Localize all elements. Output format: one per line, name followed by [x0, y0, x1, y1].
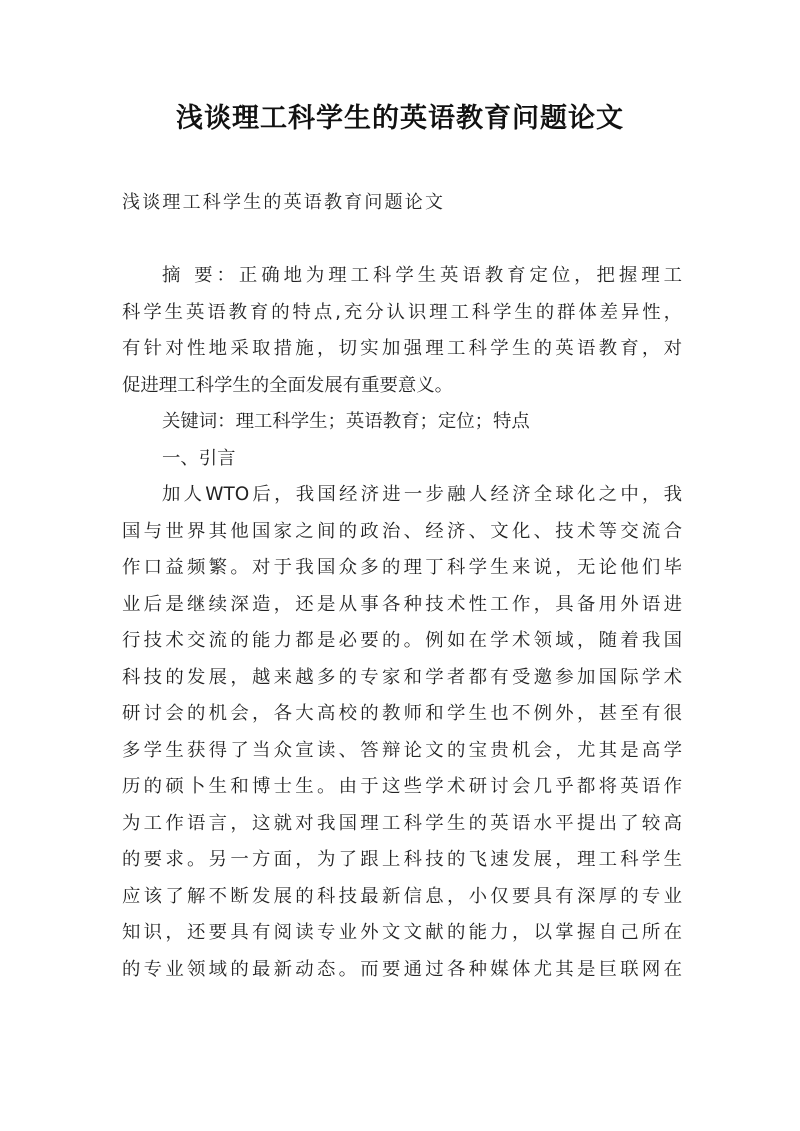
- paragraph-line: 应该了解不断发展的科技最新信息，小仅要具有深厚的专业: [122, 885, 682, 907]
- paragraph-line: 国与世界其他国家之间的政治、经济、文化、技术等交流合: [122, 520, 682, 542]
- paragraph-line: 加人WTO后，我国经济进一步融人经济全球化之中，我: [162, 484, 682, 505]
- abstract-line: 有针对性地采取措施，切实加强理工科学生的英语教育，对: [122, 338, 682, 359]
- section-heading: 一、引言: [162, 447, 236, 469]
- abstract-line: 科学生英语教育的特点,充分认识理工科学生的群体差异性，: [122, 301, 682, 323]
- document-body: [122, 258, 682, 988]
- paragraph-line: 业后是继续深造，还是从事各种技术性工作，具备用外语进: [122, 593, 682, 615]
- paragraph-line: 多学生获得了当众宣读、答辩论文的宝贵机会，尤其是高学: [122, 739, 682, 761]
- paragraph-line: 的专业领域的最新动态。而要通过各种媒体尤其是巨联网在: [122, 958, 682, 980]
- document-subtitle: 浅谈理工科学生的英语教育问题论文: [122, 192, 446, 213]
- paragraph-line: 历的硕卜生和博士生。由于这些学术研讨会几乎都将英语作: [122, 776, 682, 797]
- paragraph-line: 研讨会的机会，各大高校的教师和学生也不例外，甚至有很: [122, 703, 682, 724]
- paragraph-line: 科技的发展，越来越多的专家和学者都有受邀参加国际学术: [122, 666, 682, 688]
- document-title: 浅谈理工科学生的英语教育问题论文: [176, 103, 624, 134]
- paragraph-line: 知识，还要具有阅读专业外文文献的能力，以掌握自己所在: [122, 922, 682, 943]
- abstract-line: 摘 要：正确地为理工科学生英语教育定位，把握理工: [162, 265, 682, 286]
- abstract-line: 促进理工科学生的全面发展有重要意义。: [122, 374, 454, 396]
- paragraph-line: 作口益频繁。对于我国众多的理丁科学生来说，无论他们毕: [122, 557, 682, 578]
- paragraph-line: 为工作语言，这就对我国理工科学生的英语水平提出了较高: [122, 812, 682, 834]
- paragraph-line: 行技术交流的能力都是必要的。例如在学术领域，随着我国: [122, 630, 682, 651]
- paragraph-line: 的要求。另一方面，为了跟上科技的飞速发展，理工科学生: [122, 849, 682, 870]
- keywords-line: 关键词：理工科学生；英语教育；定位；特点: [162, 411, 530, 432]
